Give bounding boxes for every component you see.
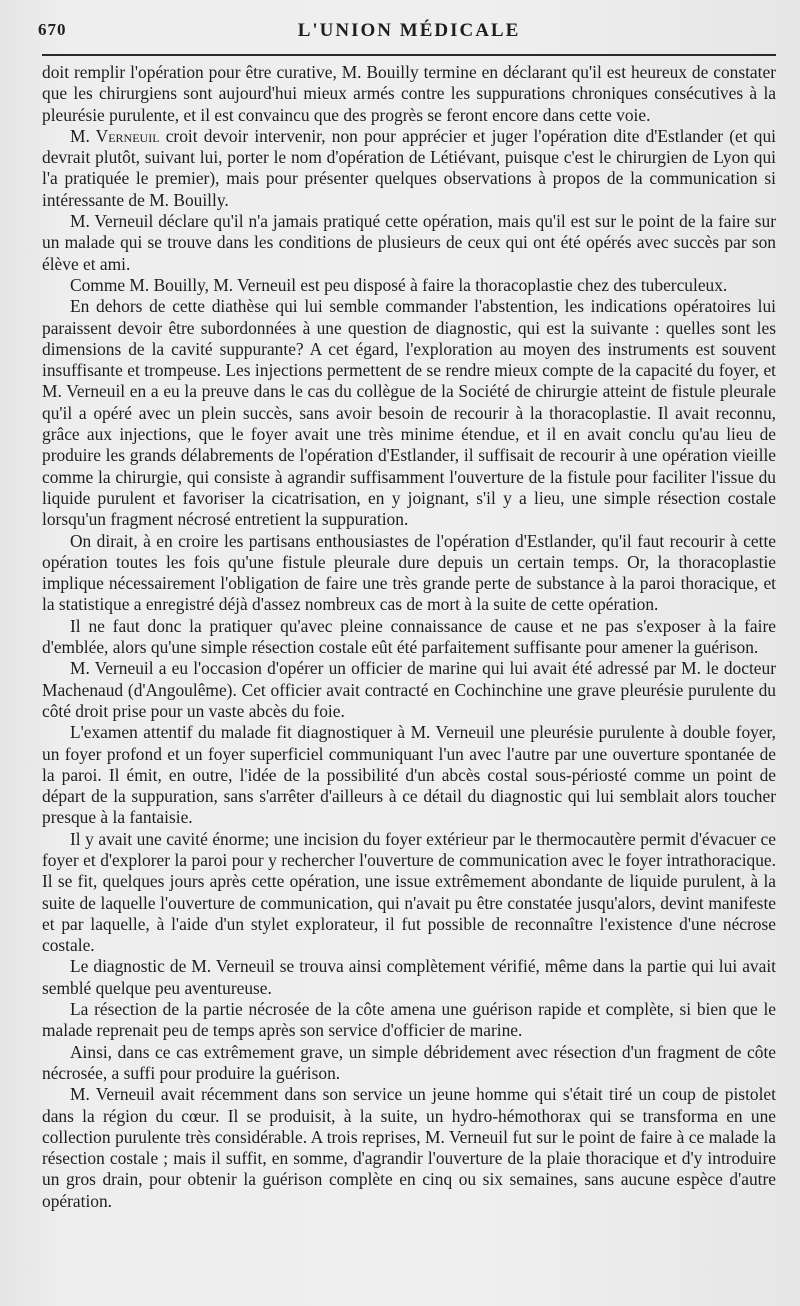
paragraph: On dirait, à en croire les partisans enthousiastes de l'opération d'Estlander, qu'il faut recourir à cette opération toutes les fois qu'une fistule pleurale dure depuis un certain temps. Or, la thoracoplastie implique nécessairement l'obligation de faire une très grande perte de substance à la paroi thoracique, et la statistique a enregistré déjà d'assez nombreux cas de mort à la suite de cette opération. <box>42 530 776 615</box>
paragraph: M. Verneuil déclare qu'il n'a jamais pratiqué cette opération, mais qu'il est sur le point de la faire sur un malade qui se trouve dans les conditions de plusieurs de ceux qui ont été opérés avec succès par son élève et ami. <box>42 211 776 274</box>
paragraph: L'examen attentif du malade fit diagnostiquer à M. Verneuil une pleurésie purulente à double foyer, un foyer profond et un foyer superficiel communiquant l'un avec l'autre par une ouverture spontanée de la paroi. Il émit, en outre, l'idée de la possibilité d'un abcès costal sous-périosté comme un point de départ de la suppuration, sans s'arrêter d'ailleurs à ce détail du diagnostic qui lui semblait alors toucher presque à la fantaisie. <box>42 722 776 828</box>
speaker-name: M. Verneuil <box>70 125 160 146</box>
paragraph: Le diagnostic de M. Verneuil se trouva ainsi complètement vérifié, même dans la partie qui lui avait semblé quelque peu aventureuse. <box>42 956 776 998</box>
paragraph: Il y avait une cavité énorme; une incision du foyer extérieur par le thermocautère permit d'évacuer ce foyer et d'explorer la paroi pour y rechercher l'ouverture de communication avec le foyer intrathoracique. Il se fit, quelques jours après cette opération, une issue extrêmement abondante de liquide purulent, à la suite de laquelle l'ouverture de communication, qui n'avait pu être constatée jusqu'alors, devint manifeste et par laquelle, à l'aide d'un stylet explorateur, il fut possible de reconnaître l'existence d'une nécrose costale. <box>42 828 776 956</box>
running-head <box>38 18 776 46</box>
paragraph: M. Verneuil a eu l'occasion d'opérer un officier de marine qui lui avait été adressé par M. le docteur Machenaud (d'Angoulême). Cet officier avait contracté en Cochinchine une grave pleurésie purulente du côté droit prise pour un vaste abcès du foie. <box>42 658 776 721</box>
paragraph: Comme M. Bouilly, M. Verneuil est peu disposé à faire la thoracoplastie chez des tuberculeux. <box>70 274 728 295</box>
paragraph-speaker <box>42 126 776 211</box>
header-rule <box>42 54 776 56</box>
paragraph: Ainsi, dans ce cas extrêmement grave, un simple débridement avec résection d'un fragment de côte nécrosée, a suffi pour produire la guérison. <box>42 1041 776 1083</box>
paragraph: Il ne faut donc la pratiquer qu'avec pleine connaissance de cause et ne pas s'exposer à la faire d'emblée, alors qu'une simple résection costale eût été parfaitement suffisante pour amener la guérison. <box>42 615 776 658</box>
paragraph: doit remplir l'opération pour être curative, M. Bouilly termine en déclarant qu'il est heureux de constater que les chirurgiens sont aujourd'hui mieux armés contre les suppurations chroniques consécutives à la pleurésie purulente, et il est convaincu que des progrès se feront encore dans cette voie. <box>42 62 776 125</box>
paragraph: En dehors de cette diathèse qui lui semble commander l'abstention, les indications opératoires lui paraissent devoir être subordonnées à une question de diagnostic, qui est la suivante : quelles sont les dimensions de la cavité suppurante? A cet égard, l'exploration au moyen des instruments est souvent insuffisante et trompeuse. Les injections permettent de se rendre mieux compte de la capacité du foyer, et M. Verneuil en a eu la preuve dans le cas du collègue de la Société de chirurgie atteint de fistule pleurale qu'il a opéré avec un plein succès, sans avoir besoin de recourir à la thoracoplastie. Il avait reconnu, grâce aux injections, que le foyer avait une très minime étendue, et il en avait conclu qu'au lieu de produire les grands délabrements de l'opération d'Estlander, il suffisait de recourir à une opération vieille comme la chirurgie, qui consiste à agrandir suffisamment l'ouverture de la fistule pour faciliter l'issue du liquide purulent et favoriser la cicatrisation, en y joignant, s'il y a lieu, une simple résection costale lorsqu'un fragment nécrosé entretient la suppuration. <box>42 296 776 530</box>
paragraph-text: croit devoir intervenir, non pour apprécier et juger l'opération dite d'Estlander (et qui devrait plutôt, suivant lui, porter le nom d'opération de Létiévant, puisque c'est le chirurgien de Lyon qui l'a pratiquée le premier), mais pour présenter quelques observations à propos de la communication si intéressante de M. Bouilly. <box>42 125 776 210</box>
paragraph: M. Verneuil avait récemment dans son service un jeune homme qui s'était tiré un coup de pistolet dans la région du cœur. Il se produisit, à la suite, un hydro-hémothorax qui se transforma en une collection purulente très considérable. A trois reprises, M. Verneuil fut sur le point de faire à ce malade la résection costale ; mais il suffit, en somme, d'agrandir l'ouverture de la plaie thoracique et d'y introduire un gros drain, pour obtenir la guérison complète en cinq ou six semaines, sans aucune espèce d'autre opération. <box>42 1084 776 1211</box>
paragraph: La résection de la partie nécrosée de la côte amena une guérison rapide et complète, si bien que le malade reprenait peu de temps après son service d'officier de marine. <box>42 999 776 1041</box>
journal-title: L'UNION MÉDICALE <box>297 20 521 41</box>
article-body <box>42 62 776 1212</box>
page-number: 670 <box>38 20 67 39</box>
